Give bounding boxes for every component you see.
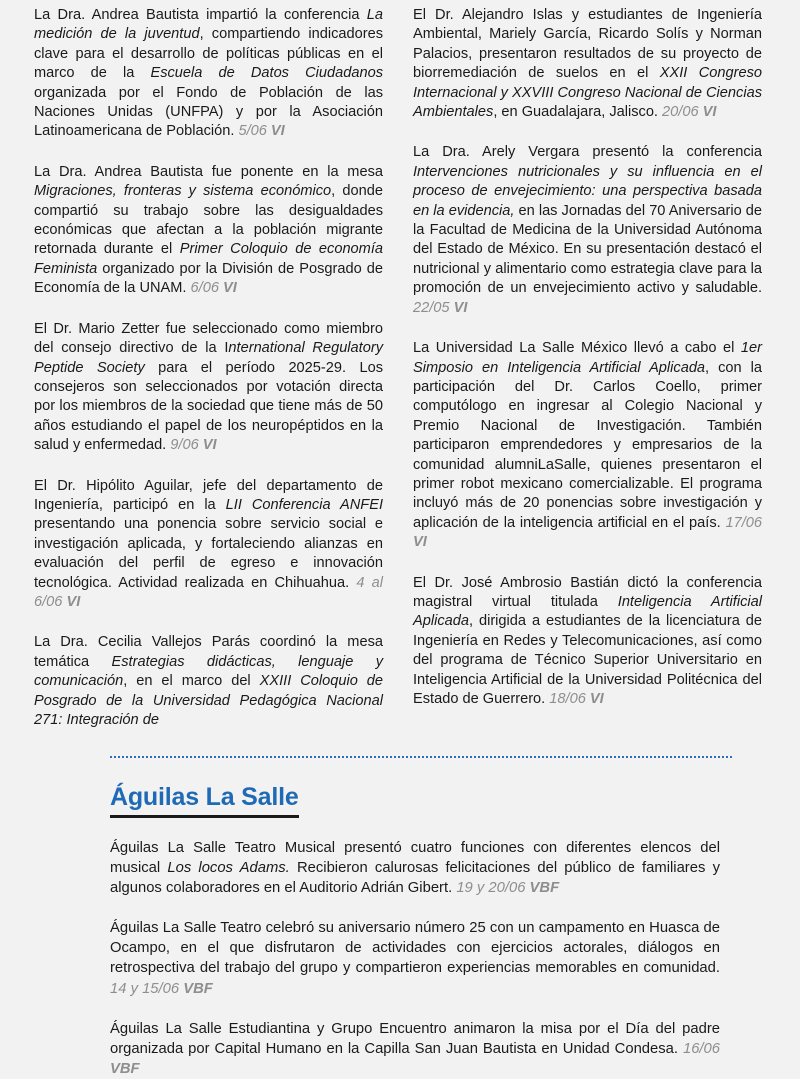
- section-title: Águilas La Salle: [110, 784, 299, 818]
- entry-date: 4 al 6/06: [34, 574, 383, 610]
- entry-date: 19 y 20/06: [456, 880, 526, 897]
- entry-text: , dirigida a estudiantes de la licenciatura de Ingeniería en Redes y Telecomunicaciones, así como del programa de Técnico Superior Universitario en Inteligencia Artificial de la Universidad Politécnica del Estado de Guerrero.: [413, 613, 762, 707]
- news-entry: [34, 633, 383, 730]
- entry-text: La Dra. Arely Vergara presentó la conferencia: [413, 144, 762, 161]
- entry-date: 5/06: [238, 123, 267, 140]
- section-entries: [110, 838, 720, 1079]
- entry-text: para el período 2025-29. Los consejeros son seleccionados por votación directa por los miembros de la sociedad que tiene más de 50 años estudiando el papel de los neuropéptidos en la salud y enfermedad.: [34, 359, 383, 454]
- news-entry: [110, 838, 720, 898]
- entry-title-italic: 1er Simposio en Inteligencia Artificial Aplicada: [413, 340, 762, 376]
- entry-text: Recibieron calurosas felicitaciones del público de familiares y algunos colaboradores en el Auditorio Adrián Gibert.: [110, 860, 720, 897]
- entry-tag: VI: [589, 691, 604, 707]
- entry-title-italic: Estrategias didácticas, lenguaje y comunicación: [34, 653, 383, 690]
- news-entry: [34, 6, 383, 142]
- news-entry: [34, 320, 383, 456]
- entry-title-italic: nternational Regulatory Peptide Society: [34, 340, 383, 376]
- entry-title-italic: XXII Congreso Internacional y XXVIII Congreso Nacional de Ciencias Ambientales: [413, 65, 762, 121]
- news-entry: [413, 6, 762, 122]
- entry-text: La Dra. Cecilia Vallejos Parás coordinó la mesa temática: [34, 634, 383, 670]
- entry-title-italic: LII Conferencia ANFEI: [225, 496, 383, 513]
- dotted-divider: [34, 756, 766, 758]
- entry-date: 18/06: [549, 691, 586, 707]
- news-entry: [110, 918, 720, 998]
- right-column: [413, 6, 762, 709]
- entry-text: El Dr. José Ambrosio Bastián dictó la conferencia magistral virtual titulada: [413, 574, 762, 610]
- entry-date: 6/06: [190, 280, 219, 297]
- entry-date: 20/06: [662, 104, 699, 121]
- entry-text: en las Jornadas del 70 Aniversario de la Facultad de Medicina de la Universidad Autónoma del Estado de México. En su presentación destacó el nutricional y alimentario como estrategia clave para la promoción de un envejecimiento activo y saludable.: [413, 202, 762, 297]
- left-column: [34, 6, 383, 730]
- entry-text: El Dr. Mario Zetter fue seleccionado como miembro del consejo directivo de la I: [34, 320, 383, 357]
- entry-title-italic: Escuela de Datos Ciudadanos: [150, 65, 383, 82]
- entry-tag: VI: [453, 299, 468, 316]
- entry-text: La Universidad La Salle México llevó a cabo el: [413, 340, 741, 357]
- entry-date: 22/05: [413, 299, 450, 316]
- entry-tag: VI: [270, 123, 285, 140]
- entry-tag: VBF: [110, 1060, 140, 1077]
- entry-text: Águilas La Salle Estudiantina y Grupo Encuentro animaron la misa por el Día del padre organizada por Capital Humano en la Capilla San Juan Bautista en Unidad Condesa.: [110, 1020, 720, 1057]
- news-entry: [34, 477, 383, 613]
- entry-date: 9/06: [170, 437, 199, 454]
- entry-title-italic: Inteligencia Artificial Aplicada: [413, 593, 762, 630]
- news-entry: [413, 339, 762, 552]
- entry-date: 17/06: [725, 514, 762, 531]
- news-entry: [110, 1019, 720, 1079]
- entry-title-italic: XXIII Coloquio de Posgrado de la Universidad Pedagógica Nacional 271: Integración de: [34, 673, 383, 728]
- entry-text: , compartiendo indicadores clave para el desarrollo de políticas públicas en el marco de la: [34, 26, 383, 82]
- entry-text: , en el marco del: [123, 673, 260, 690]
- entry-text: , con la participación del Dr. Carlos Coello, primer computólogo en ingresar al Colegio Nacional y Premio Nacional de Investigación. También participaron emprendedores y empresarios de la comunidad alumniLaSalle, quienes presentaron el primer robot mexicano comercializable. El programa incluyó más de 20 ponencias sobre investigación y aplicación de la inteligencia artificial en el país.: [413, 359, 762, 531]
- entry-date: 16/06: [682, 1040, 720, 1057]
- entry-tag: VI: [702, 104, 717, 121]
- divider-line: [110, 756, 732, 758]
- entry-text: organizada por el Fondo de Población de las Naciones Unidas (UNFPA) y por la Asociación Latinoamericana de Población.: [34, 84, 383, 140]
- entry-text: , en Guadalajara, Jalisco.: [493, 104, 663, 121]
- entry-tag: VBF: [529, 880, 560, 897]
- entry-tag: VI: [66, 593, 81, 610]
- entry-text: El Dr. Alejandro Islas y estudiantes de Ingeniería Ambiental, Mariely García, Ricardo Solís y Norman Palacios, presentaron resultados de su proyecto de biorremediación de suelos en el: [413, 7, 762, 82]
- entry-date: 14 y 15/06: [110, 980, 180, 997]
- entry-title-italic: Migraciones, fronteras y sistema económico: [34, 183, 332, 200]
- entry-text: Águilas La Salle Teatro Musical presentó cuatro funciones con diferentes elencos del musical: [110, 839, 720, 877]
- news-entry: [34, 163, 383, 299]
- entry-title-italic: La medición de la juventud: [34, 7, 383, 43]
- entry-title-italic: Primer Coloquio de economía Feminista: [34, 241, 383, 277]
- entry-text: , donde compartió su trabajo sobre las desigualdades económicas que afectan a la población migrante retornada durante el: [34, 183, 383, 258]
- entry-text: La Dra. Andrea Bautista impartió la conferencia: [34, 7, 367, 23]
- entry-tag: VI: [202, 437, 217, 454]
- two-column-body: [34, 6, 766, 730]
- entry-text: Águilas La Salle Teatro celebró su aniversario número 25 con un campamento en Huasca de Ocampo, en el que disfrutaron de actividades con ejercicios actorales, diálogos en retrospectiva del trabajo del grupo y compartieron experiencias memorables en comunidad.: [110, 920, 720, 977]
- entry-text: organizado por la División de Posgrado de Economía de la UNAM.: [34, 260, 383, 297]
- entry-title-italic: Los locos Adams.: [167, 860, 290, 877]
- entry-tag: VI: [223, 280, 237, 297]
- entry-text: presentando una ponencia sobre servicio social e investigación aplicada, y fortaleciendo alianzas en evaluación del perfil de egreso e innovación tecnológica. Actividad realizada en Chihuahua.: [34, 516, 383, 591]
- entry-text: La Dra. Andrea Bautista fue ponente en la mesa: [34, 163, 383, 180]
- news-entry: [413, 574, 762, 710]
- entry-text: El Dr. Hipólito Aguilar, jefe del departamento de Ingeniería, participó en la: [34, 477, 383, 513]
- entry-tag: VI: [413, 534, 427, 551]
- section-aguilas-la-salle: [34, 784, 766, 1079]
- entry-tag: VBF: [183, 980, 213, 997]
- entry-title-italic: Intervenciones nutricionales y su influencia en el proceso de envejecimiento: una perspectiva basada en la evidencia,: [413, 163, 762, 219]
- news-entry: [413, 143, 762, 318]
